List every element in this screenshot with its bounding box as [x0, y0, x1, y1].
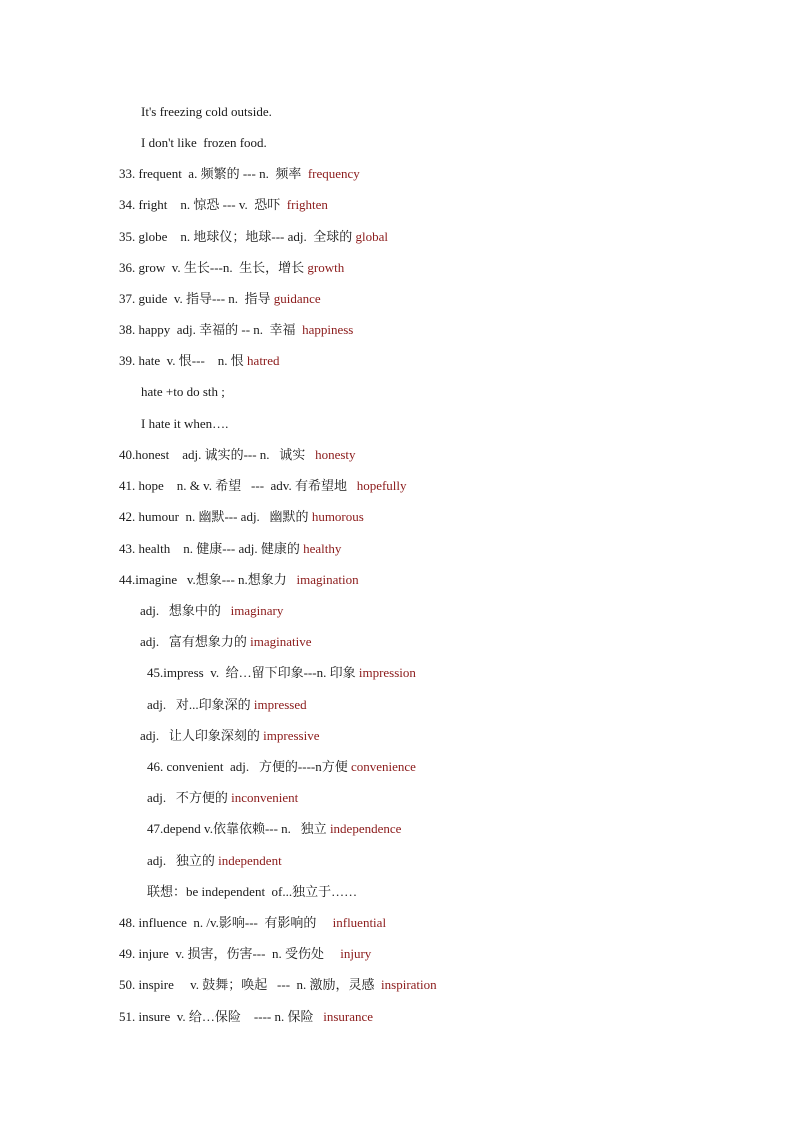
answer-word: impressive	[263, 728, 320, 743]
line-text: 36. grow v. 生长---n. 生长，增长	[119, 260, 308, 275]
answer-word: healthy	[303, 541, 342, 556]
vocab-entry	[119, 541, 341, 557]
vocab-entry	[119, 353, 280, 369]
text-line	[147, 853, 282, 869]
vocab-entry	[119, 977, 437, 993]
line-text: 40.honest adj. 诚实的--- n. 诚实	[119, 447, 316, 462]
line-text: 34. fright n. 惊恐 --- v. 恐吓	[119, 197, 287, 212]
line-text: adj. 富有想象力的	[140, 634, 251, 649]
vocab-entry	[147, 821, 401, 837]
text-line	[141, 416, 228, 432]
line-text: It's freezing cold outside.	[141, 104, 272, 119]
vocab-entry	[119, 915, 386, 931]
line-text: 43. health n. 健康--- adj. 健康的	[119, 541, 304, 556]
line-text: 50. inspire v. 鼓舞；唤起 --- n. 激励，灵感	[119, 977, 382, 992]
answer-word: imagination	[296, 572, 359, 587]
vocab-entry	[119, 447, 356, 463]
vocab-entry	[119, 229, 388, 245]
line-text: 48. influence n. /v.影响--- 有影响的	[119, 915, 333, 930]
line-text: 39. hate v. 恨--- n. 恨	[119, 353, 248, 368]
line-text: adj. 想象中的	[140, 603, 231, 618]
line-text: 41. hope n. & v. 希望 --- adv. 有希望地	[119, 478, 357, 493]
answer-word: injury	[340, 946, 372, 961]
answer-word: happiness	[302, 322, 354, 337]
answer-word: hatred	[247, 353, 280, 368]
answer-word: independent	[218, 853, 282, 868]
vocab-entry	[119, 260, 344, 276]
vocab-entry	[119, 572, 359, 588]
vocab-entry	[119, 291, 321, 307]
text-line	[141, 104, 272, 120]
text-line	[147, 790, 298, 806]
line-text: 46. convenient adj. 方便的----n方便	[147, 759, 351, 774]
vocab-entry	[119, 1009, 373, 1025]
line-text: 42. humour n. 幽默--- adj. 幽默的	[119, 509, 312, 524]
vocab-entry	[147, 759, 416, 775]
line-text: adj. 对...印象深的	[147, 697, 254, 712]
line-text: adj. 独立的	[147, 853, 219, 868]
text-line	[147, 884, 357, 900]
text-line	[140, 634, 312, 650]
answer-word: guidance	[273, 291, 321, 306]
answer-word: growth	[307, 260, 345, 275]
text-line	[140, 603, 283, 619]
answer-word: inspiration	[381, 977, 437, 992]
vocab-entry	[119, 509, 364, 525]
line-text: I hate it when….	[141, 416, 229, 431]
answer-word: influential	[332, 915, 387, 930]
line-text: 联想：be independent of...独立于……	[147, 884, 358, 899]
text-line	[140, 728, 319, 744]
line-text: adj. 不方便的	[147, 790, 232, 805]
answer-word: frequency	[307, 166, 360, 181]
line-text: 47.depend v.依靠依赖--- n. 独立	[147, 821, 330, 836]
vocab-entry	[147, 665, 416, 681]
line-text: 45.impress v. 给…留下印象---n. 印象	[147, 665, 359, 680]
line-text: hate +to do sth ;	[141, 384, 225, 399]
answer-word: imaginary	[230, 603, 284, 618]
vocab-entry	[119, 946, 371, 962]
answer-word: impression	[358, 665, 416, 680]
line-text: 51. insure v. 给…保险 ---- n. 保险	[119, 1009, 324, 1024]
line-text: 49. injure v. 损害，伤害--- n. 受伤处	[119, 946, 341, 961]
vocab-entry	[119, 322, 353, 338]
line-text: I don't like frozen food.	[141, 135, 267, 150]
answer-word: imaginative	[250, 634, 312, 649]
text-line	[141, 135, 267, 151]
answer-word: impressed	[253, 697, 307, 712]
line-text: 37. guide v. 指导--- n. 指导	[119, 291, 274, 306]
answer-word: hopefully	[356, 478, 407, 493]
text-line	[141, 384, 225, 400]
answer-word: insurance	[323, 1009, 374, 1024]
answer-word: convenience	[350, 759, 416, 774]
vocab-entry	[119, 166, 360, 182]
line-text: 38. happy adj. 幸福的 -- n. 幸福	[119, 322, 303, 337]
answer-word: frighten	[286, 197, 328, 212]
answer-word: inconvenient	[231, 790, 299, 805]
vocab-entry	[119, 478, 407, 494]
line-text: 44.imagine v.想象--- n.想象力	[119, 572, 297, 587]
answer-word: honesty	[315, 447, 356, 462]
line-text: 33. frequent a. 频繁的 --- n. 频率	[119, 166, 308, 181]
text-line	[147, 697, 307, 713]
answer-word: independence	[329, 821, 402, 836]
vocab-entry	[119, 197, 328, 213]
line-text: 35. globe n. 地球仪；地球--- adj. 全球的	[119, 229, 356, 244]
line-text: adj. 让人印象深刻的	[140, 728, 264, 743]
answer-word: humorous	[311, 509, 364, 524]
answer-word: global	[355, 229, 389, 244]
